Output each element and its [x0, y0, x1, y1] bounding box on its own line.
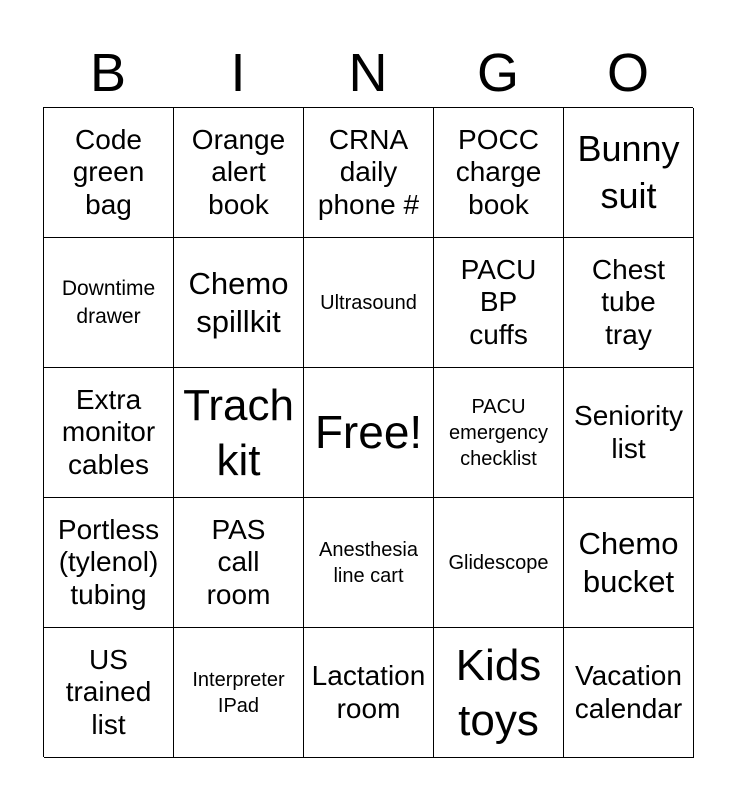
bingo-cell[interactable] [564, 498, 694, 628]
cell-label: Downtime drawer [61, 277, 156, 328]
cell-label: Portless (tylenol) tubing [57, 513, 160, 610]
cell-label: PAS call room [206, 513, 271, 610]
cell-label: PACU emergency checklist [449, 395, 548, 470]
bingo-cell[interactable] [434, 628, 564, 758]
cell-label: Kids toys [455, 640, 542, 745]
bingo-cell[interactable] [174, 108, 304, 238]
bingo-cell[interactable] [44, 368, 174, 498]
cell-label: US trained list [65, 643, 152, 740]
cell-label: Trach kit [183, 380, 294, 485]
bingo-cell[interactable] [564, 368, 694, 498]
cell-label: Vacation calendar [574, 660, 683, 724]
cell-label: Seniority list [574, 400, 683, 464]
cell-label: Orange alert book [191, 123, 286, 220]
bingo-cell[interactable] [564, 108, 694, 238]
bingo-cell[interactable] [44, 108, 174, 238]
bingo-cell[interactable] [564, 628, 694, 758]
bingo-cell[interactable] [304, 108, 434, 238]
cell-label: CRNA daily phone # [317, 123, 420, 220]
bingo-header [43, 40, 693, 106]
cell-label: Interpreter IPad [192, 668, 285, 717]
bingo-cell[interactable] [304, 498, 434, 628]
bingo-cell[interactable] [174, 498, 304, 628]
bingo-grid [43, 107, 693, 757]
header-letter-g: G [476, 43, 519, 103]
cell-label: Anesthesia line cart [319, 538, 418, 587]
free-space-cell[interactable] [304, 368, 434, 498]
bingo-cell[interactable] [174, 238, 304, 368]
cell-label: Code green bag [72, 123, 145, 220]
bingo-cell[interactable] [304, 628, 434, 758]
cell-label: Extra monitor cables [61, 383, 156, 480]
bingo-cell[interactable] [44, 628, 174, 758]
bingo-cell[interactable] [44, 238, 174, 368]
bingo-cell[interactable] [434, 238, 564, 368]
bingo-cell[interactable] [174, 628, 304, 758]
bingo-cell[interactable] [44, 498, 174, 628]
cell-label: Chemo spillkit [188, 266, 289, 339]
cell-label: POCC charge book [455, 123, 542, 220]
cell-label: Chest tube tray [591, 253, 666, 350]
header-letter-b: B [89, 43, 127, 103]
bingo-cell[interactable] [304, 238, 434, 368]
bingo-cell[interactable] [174, 368, 304, 498]
cell-label: Bunny suit [577, 127, 680, 216]
bingo-cell[interactable] [434, 108, 564, 238]
cell-label: Lactation room [311, 660, 426, 724]
header-letter-i: I [230, 43, 246, 103]
cell-label: Ultrasound [320, 291, 417, 314]
cell-label: Chemo bucket [578, 526, 679, 599]
cell-label: PACU BP cuffs [460, 253, 537, 350]
cell-label: Glidescope [448, 551, 549, 574]
free-space-label: Free! [314, 405, 423, 458]
bingo-cell[interactable] [564, 238, 694, 368]
header-letter-n: N [348, 43, 388, 103]
header-letter-o: O [606, 43, 649, 103]
bingo-cell[interactable] [434, 498, 564, 628]
bingo-cell[interactable] [434, 368, 564, 498]
